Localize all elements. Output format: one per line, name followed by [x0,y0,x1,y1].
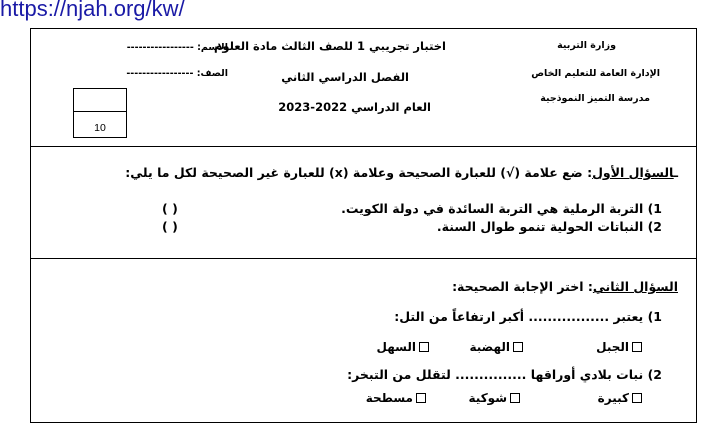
q1-label: السؤال الأول [592,165,674,180]
q1-prefix: ـ [673,165,678,180]
academic-year: العام الدراسي 2022-2023 [278,100,431,114]
grade-divider [74,111,126,112]
q1-item-2-blank[interactable]: ( ) [162,219,178,234]
school-name: مدرسة التميز النموذجية [540,93,650,104]
student-name-field: الاسم: ----------------- [126,42,228,53]
q2-item-2-option-3[interactable]: مسطحة [366,391,426,405]
q2-item-1-option-3[interactable]: السهل [377,340,429,354]
source-url[interactable]: https://njah.org/kw/ [0,0,185,21]
checkbox-icon[interactable] [513,342,523,352]
exam-title: اختبار تجريبي 1 للصف الثالث مادة العلوم [213,39,446,53]
ministry-name: وزارة التربية [557,40,616,51]
q2-item-1-option-1[interactable]: الجبل [596,340,642,354]
q1-item-1-blank[interactable]: ( ) [162,201,178,216]
semester: الفصل الدراسي الثاني [281,70,409,84]
grade-box [73,88,127,138]
student-class-field: الصف: ----------------- [126,68,228,79]
q1-title [125,165,678,180]
q1-instructions: : ضع علامة (√) للعبارة الصحيحة وعلامة (x) للعبارة غير الصحيحة لكل ما يلي: [125,165,593,180]
grade-total: 10 [94,122,106,134]
q2-title [452,279,678,294]
divider [30,258,697,259]
q2-item-2-option-2[interactable]: شوكية [469,391,520,405]
q2-instructions: : اختر الإجابة الصحيحة: [452,279,593,294]
q1-item-1: 1) التربة الرملية هي التربة السائدة في دولة الكويت. [341,201,662,216]
q2-item-2: 2) نبات بلادي أوراقها ............... لتقلل من التبخر: [347,367,662,382]
q2-item-1-option-2[interactable]: الهضبة [469,340,523,354]
q2-item-1: 1) يعتبر ................. أكبر ارتفاعاً من التل: [394,309,662,324]
checkbox-icon[interactable] [510,393,520,403]
q2-label: السؤال الثاني [592,279,678,294]
q1-item-2: 2) النباتات الحولية تنمو طوال السنة. [436,219,662,234]
q2-item-2-option-1[interactable]: كبيرة [598,391,642,405]
divider [30,146,697,147]
department-name: الإدارة العامة للتعليم الخاص [531,68,660,79]
checkbox-icon[interactable] [419,342,429,352]
checkbox-icon[interactable] [632,393,642,403]
checkbox-icon[interactable] [632,342,642,352]
checkbox-icon[interactable] [416,393,426,403]
